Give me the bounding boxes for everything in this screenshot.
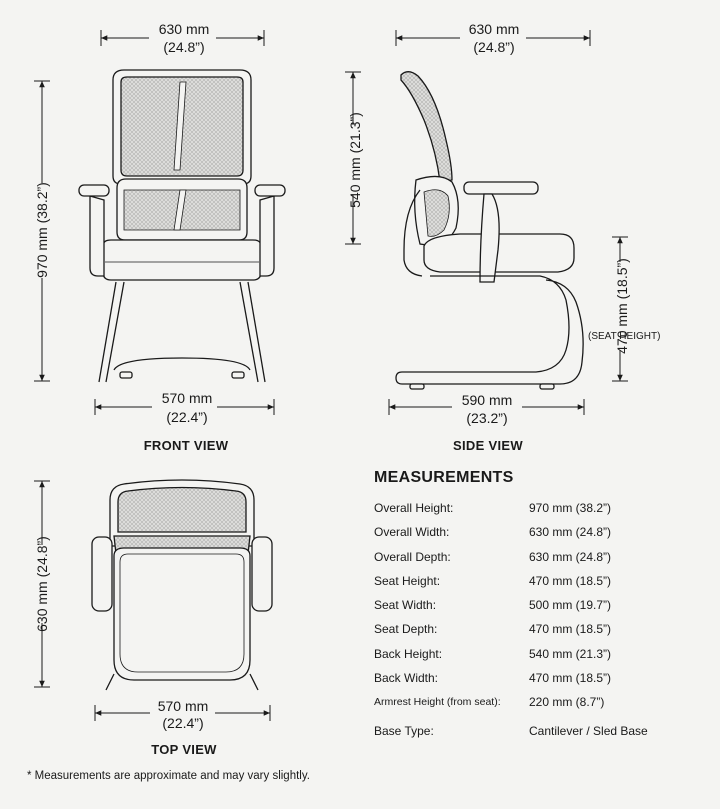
measurement-row: [374, 721, 694, 745]
side-view-chair: [396, 72, 583, 389]
measurement-value: 470 mm (18.5”): [529, 573, 612, 588]
measurement-row: [374, 644, 694, 668]
measurement-row: [374, 692, 694, 716]
measurement-value: Cantilever / Sled Base: [529, 723, 648, 738]
top-view-chair: [92, 480, 272, 690]
measurement-value: 630 mm (24.8”): [529, 525, 612, 540]
measurement-value: 470 mm (18.5”): [529, 671, 612, 686]
measurement-row: [374, 571, 694, 595]
side-bottom-dim-mm: 590 mm: [461, 392, 513, 408]
side-bottom-dim-inch: (23.2”): [466, 410, 508, 426]
measurements-table: [374, 498, 694, 745]
measurement-row: [374, 668, 694, 692]
side-seat-dim-text: 470 mm (18.5”): [614, 258, 630, 354]
side-back-dim-text: 540 mm (21.3”): [347, 112, 363, 208]
footnote: * Measurements are approximate and may vary slightly.: [27, 770, 310, 782]
front-bottom-dim-inch: (22.4”): [166, 409, 208, 425]
top-bottom-dim-mm: 570 mm: [157, 698, 209, 714]
measurement-label: Armrest Height (from seat):: [374, 696, 501, 709]
measurement-label: Seat Height:: [374, 573, 441, 588]
measurement-value: 470 mm (18.5”): [529, 622, 612, 637]
front-bottom-dim-mm: 570 mm: [161, 390, 213, 406]
measurement-row: [374, 547, 694, 571]
front-height-dim-text: 970 mm (38.2”): [34, 182, 50, 278]
measurement-label: Back Width:: [374, 671, 439, 686]
measurement-label: Overall Height:: [374, 501, 454, 515]
front-top-dim-inch: (24.8”): [163, 39, 205, 55]
top-depth-dim-text: 630 mm (24.8”): [34, 536, 50, 632]
measurement-row: [374, 619, 694, 643]
measurement-label: Overall Depth:: [374, 549, 451, 564]
front-view-caption: FRONT VIEW: [143, 438, 229, 453]
side-top-dim-mm: 630 mm: [468, 21, 520, 37]
side-top-dim-inch: (24.8”): [473, 39, 515, 55]
measurement-label: Back Height:: [374, 646, 443, 661]
front-view-chair: [79, 70, 285, 382]
measurement-label: Seat Depth:: [374, 622, 438, 637]
measurement-value: 500 mm (19.7”): [529, 598, 612, 613]
seat-height-note: (SEAT HEIGHT): [588, 331, 661, 342]
top-bottom-dim-inch: (22.4”): [162, 715, 204, 731]
measurement-value: 220 mm (8.7”): [529, 695, 605, 710]
measurement-label: Base Type:: [374, 723, 434, 738]
measurements-title: MEASUREMENTS: [374, 469, 514, 486]
front-top-dim-mm: 630 mm: [158, 21, 210, 37]
measurement-value: 540 mm (21.3”): [529, 646, 612, 661]
measurement-value: 630 mm (24.8”): [529, 549, 612, 564]
top-view-caption: TOP VIEW: [151, 742, 217, 757]
measurement-label: Overall Width:: [374, 525, 450, 540]
measurement-row: [374, 595, 694, 619]
measurement-label: Seat Width:: [374, 598, 437, 613]
measurement-row: [374, 522, 694, 546]
measurement-row: [374, 498, 694, 522]
measurement-value: 970 mm (38.2”): [529, 501, 612, 515]
side-view-caption: SIDE VIEW: [453, 438, 523, 453]
